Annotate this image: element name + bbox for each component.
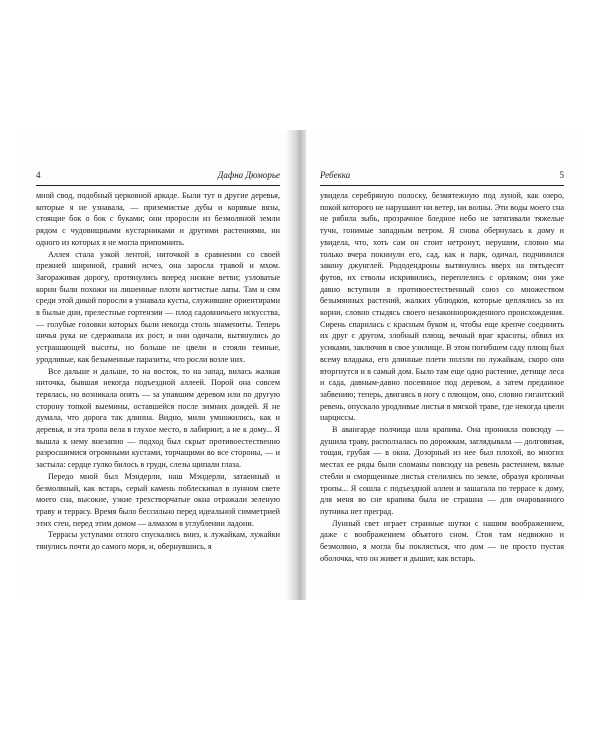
- right-page-header: [320, 170, 564, 184]
- running-head-author: Дафна Дюморье: [217, 170, 280, 180]
- paragraph: увидела серебряную полоску, безмятежную под луной, как озеро, покой которого не нарушают ни ветер, ни волны. Эти воды моего сна не рябила зыбь, прозрачное бледное небо не затягивали тяжелые тучи, гонимые западным ветром. Я снова обернулась к дому и увидела, что, хоть сам он стоит нетронут, нерушим, словно мы только вчера покинули его, сад, как и парк, одичал, подчинился закону джунглей. Рододендроны вытянулись вверх на пятьдесят футов, их стволы искривились, переплелись с орляком; они уже давно вступили в противоестественный союз со множеством безымянных растений, жалких ублюдков, которые цеплялись за их корни, словно стыдясь своего незаконнорожденного происхождения. Сирень спарилась с красным буком и, чтобы еще крепче соединить их друг с другом, злобный плющ, вечный враг красоты, обвил их усиками, заключив в свое узилище. В этом погибшем саду плющ был всему владыка, его длинные плети ползли по лужайкам, скоро они вторгнутся и в самый дом. Было там еще одно растение, детище леса и сада, давным-давно посеянное под деревом, а затем преданное забвению; теперь, двигаясь в ногу с плющом, оно, словно гигантский ревень, опускало уродливые листья в мягкой траве, где некогда цвели нарциссы.: [320, 191, 564, 423]
- paragraph: Передо мной был Мэндерли, наш Мэндерли, затаенный и безмолвный, как встарь, серый камень поблескивал в лунном свете моего сна, высокие, узкие трехстворчатые окна отражали зеленую траву и террасу. Время было бессильно перед идеальной симметрией этих стен, перед этим домом — алмазом в углублении ладони.: [36, 471, 280, 528]
- left-page-header: [36, 170, 280, 184]
- paragraph: Аллея стала узкой лентой, ниточкой в сравнении со своей прежней шириной, гравий исчез, она заросла травой и мхом. Загораживая дорогу, протянулись вперед низкие ветви; узловатые корни были похожи на лишенные плоти когтистые лапы. Там и сям среди этой дикой поросли я узнавала кусты, служившие ориентирами в былые дни, прелестные гортензии — плод садовничьего искусства, — голубые головки которых были некогда столь знамениты. Теперь ничья рука не сдерживала их рост, и они одичали, вытянулись до устрашающей высоты, но больше не цвели и стояли темные, уродливые, как безыменные паразиты, что росли возле них.: [36, 249, 280, 364]
- page-number: 5: [559, 170, 564, 180]
- header-rule: [36, 185, 280, 186]
- paragraph: Все дальше и дальше, то на восток, то на запад, вилась жалкая ниточка, бывшая некогда подъездной аллеей. Порой она совсем терялась, но возникала опять — за упавшим деревом или по другую сторону топкой выемины, оставшейся после зимних дождей. Я не думала, что дорога так длинна. Видно, мили умножились, как и деревья, и эта тропа вела в глухое место, в лабиринт, а не к дому... Я вышла к нему внезапно — подход был скрыт противоестественно разросшимися огромными кустами, торчащими во все стороны, — и застыла: сердце гулко билось в груди, слезы щипали глаза.: [36, 366, 280, 470]
- paragraph: В авангарде полчища шла крапива. Она проникла повсюду — душила траву, расползалась по дорожкам, заглядывала — долговязая, тощая, грубая — в окна. Дозорный из нее был плохой, во многих местах ее ряды были сломаны повсюду на ревень растением, вялые стебли и сморщенные листья стелились по земле, образуя кроличьи тропы... Я сошла с подъездной аллеи и зашагала по террасе к дому, для меня во сне крапива была не страшна — для очарованного путника нет преград.: [320, 425, 564, 516]
- right-page-text: [320, 190, 564, 565]
- left-page: [22, 130, 294, 600]
- paragraph: Лунный свет играет странные шутки с нашим воображением, даже с воображением объятого сном. Стоя там недвижно и безмолвно, я могла бы поклясться, что дом — не просто пустая оболочка, что он живет и дышит, как встарь.: [320, 518, 564, 563]
- header-rule: [320, 185, 564, 186]
- right-page: [306, 130, 578, 600]
- paragraph: мной свод, подобный церковной аркаде. Были тут и другие деревья, которые я не узнавала, — приземистые дубы и корявые вязы, стоящие бок о бок с буками; они проросли из безмолвной земли рядом с чудовищными кустарниками и другими растениями, ни одного из которых я не могла припомнить.: [36, 191, 280, 247]
- paragraph: Террасы уступами отлого спускались вниз, к лужайкам, лужайки тянулись почти до самого моря, и, обернувшись, я: [36, 530, 280, 552]
- left-page-text: [36, 190, 280, 553]
- page-number: 4: [36, 170, 41, 180]
- running-head-title: Ребекка: [320, 170, 351, 180]
- book-spread: [22, 130, 578, 600]
